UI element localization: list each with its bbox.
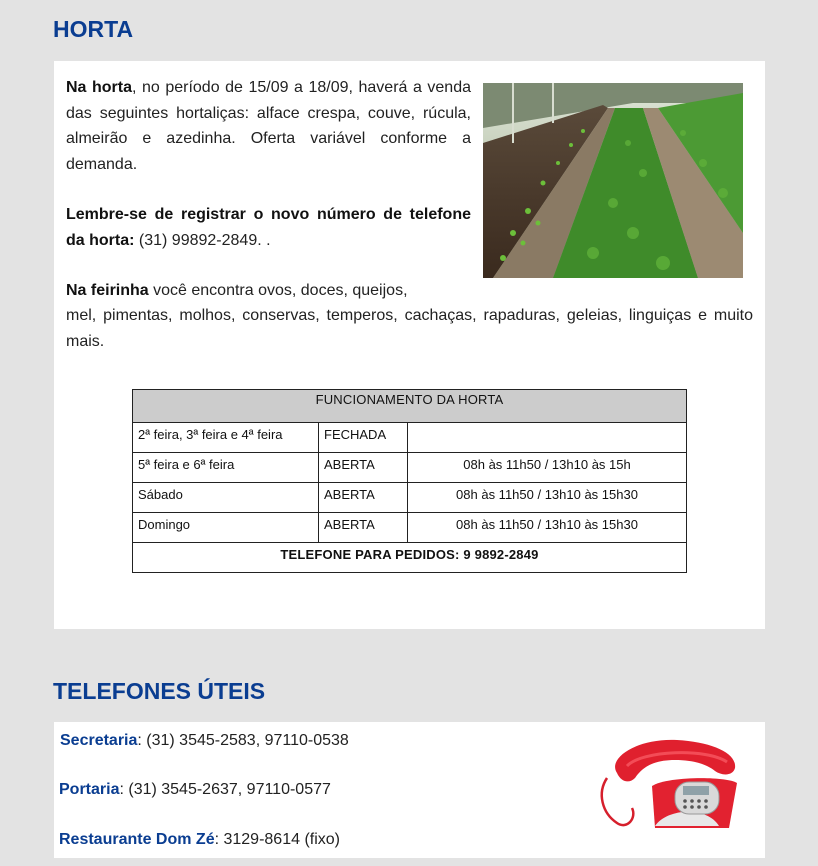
horta-bold-2: Lembre-se de registrar o novo número de telefone da horta: xyxy=(66,206,471,249)
table-cell-day: Sábado xyxy=(133,483,319,513)
telephone-icon xyxy=(597,738,745,834)
table-cell-status: ABERTA xyxy=(319,513,408,543)
hours-table xyxy=(132,389,687,573)
horta-bold-1: Na horta xyxy=(66,79,132,96)
table-cell-status: ABERTA xyxy=(319,453,408,483)
hours-table-header-row xyxy=(133,390,687,423)
section-title-horta: HORTA xyxy=(53,16,134,42)
horta-text-1: , no período de 15/09 a 18/09, haverá a venda das seguintes hortaliças: alface crespa, couve, rúcula, almeirão e azedinha. Oferta variável conforme a demanda. xyxy=(66,79,471,173)
table-row xyxy=(133,483,687,513)
phone-value: : 3129-8614 (fixo) xyxy=(214,831,340,848)
table-cell-day: 5ª feira e 6ª feira xyxy=(133,453,319,483)
horta-text-3a: você encontra ovos, doces, queijos, xyxy=(148,282,408,299)
phone-label: Restaurante Dom Zé xyxy=(59,831,215,848)
hours-table-footer: TELEFONE PARA PEDIDOS: 9 9892-2849 xyxy=(133,543,687,573)
phone-value: : (31) 3545-2583, 97110-0538 xyxy=(137,732,349,749)
horta-panel xyxy=(54,61,765,629)
table-cell-day: 2ª feira, 3ª feira e 4ª feira xyxy=(133,423,319,453)
table-row xyxy=(133,423,687,453)
hours-table-header: FUNCIONAMENTO DA HORTA xyxy=(133,390,687,423)
table-cell-hours: 08h às 11h50 / 13h10 às 15h30 xyxy=(408,483,687,513)
phone-label: Portaria xyxy=(59,781,120,798)
table-cell-hours: 08h às 11h50 / 13h10 às 15h xyxy=(408,453,687,483)
table-cell-status: FECHADA xyxy=(319,423,408,453)
phone-value: : (31) 3545-2637, 97110-0577 xyxy=(119,781,331,798)
section-title-telefones: TELEFONES ÚTEIS xyxy=(53,678,266,704)
horta-paragraph-2 xyxy=(66,202,471,253)
greenhouse-photo xyxy=(483,83,743,278)
table-row xyxy=(133,513,687,543)
horta-bold-3: Na feirinha xyxy=(66,282,149,299)
hours-table-footer-row xyxy=(133,543,687,573)
phone-label: Secretaria xyxy=(60,732,138,749)
horta-text xyxy=(66,75,471,329)
table-row xyxy=(133,453,687,483)
horta-paragraph-3-continuation: mel, pimentas, molhos, conservas, temperos, cachaças, rapaduras, geleias, linguiças e muito mais. xyxy=(66,307,753,350)
phone-entry-portaria xyxy=(59,781,331,799)
horta-text-2: (31) 99892-2849. . xyxy=(134,231,271,249)
phone-entry-restaurante xyxy=(59,831,340,849)
table-cell-hours xyxy=(408,423,687,453)
horta-paragraph-1 xyxy=(66,75,471,177)
table-cell-hours: 08h às 11h50 / 13h10 às 15h30 xyxy=(408,513,687,543)
table-cell-status: ABERTA xyxy=(319,483,408,513)
table-cell-day: Domingo xyxy=(133,513,319,543)
phone-entry-secretaria xyxy=(60,732,349,750)
telefones-panel xyxy=(54,722,765,858)
horta-paragraph-3 xyxy=(66,278,471,304)
